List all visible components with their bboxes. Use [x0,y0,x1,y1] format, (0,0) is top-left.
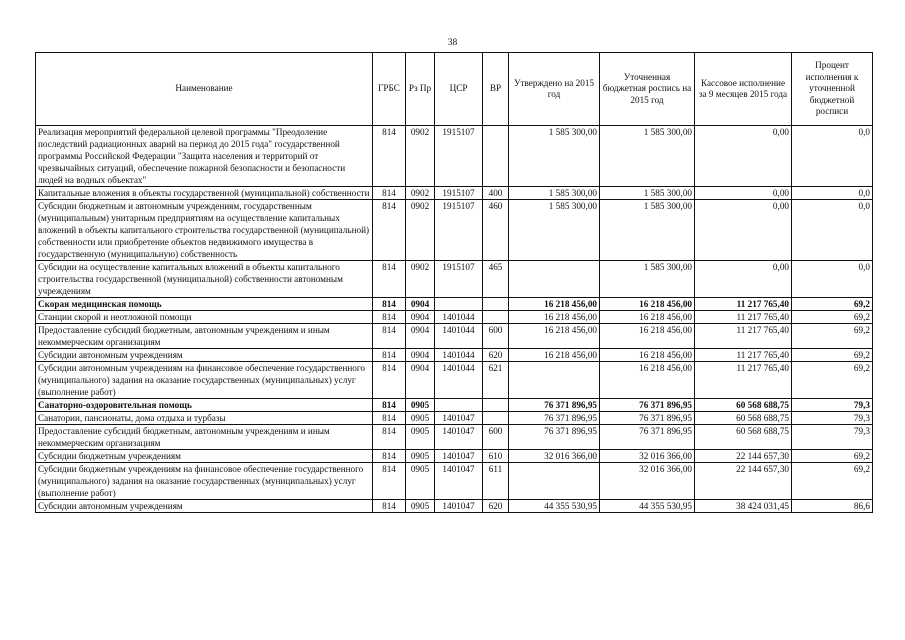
cell-percent: 79,3 [792,412,873,425]
cell-percent: 69,2 [792,463,873,500]
cell-name: Санатории, пансионаты, дома отдыха и турбазы [36,412,373,425]
cell-approved [509,261,600,298]
table-row [36,126,873,187]
cell-rzpr: 0902 [406,187,435,200]
cell-rzpr: 0902 [406,200,435,261]
cell-grbs: 814 [373,187,406,200]
table-row [36,450,873,463]
cell-csr: 1401047 [435,450,483,463]
cell-name: Субсидии автономным учреждениям [36,500,373,513]
cell-vr [483,399,509,412]
cell-grbs: 814 [373,126,406,187]
cell-refined: 1 585 300,00 [600,200,695,261]
cell-vr [483,311,509,324]
cell-grbs: 814 [373,311,406,324]
cell-percent: 69,2 [792,450,873,463]
budget-table [35,52,873,513]
cell-vr: 465 [483,261,509,298]
cell-name: Субсидии автономным учреждениям на финансовое обеспечение государственного (муниципального) задания на оказание государственных (муниципальных) услуг (выполнение работ) [36,362,373,399]
cell-name: Субсидии автономным учреждениям [36,349,373,362]
cell-percent: 0,0 [792,126,873,187]
cell-cash: 38 424 031,45 [695,500,792,513]
table-row [36,261,873,298]
cell-csr: 1401047 [435,463,483,500]
cell-rzpr: 0905 [406,425,435,450]
cell-csr: 1915107 [435,187,483,200]
cell-csr: 1401044 [435,311,483,324]
cell-cash: 11 217 765,40 [695,311,792,324]
cell-name: Станции скорой и неотложной помощи [36,311,373,324]
cell-vr: 600 [483,425,509,450]
cell-refined: 76 371 896,95 [600,399,695,412]
table-row [36,324,873,349]
cell-csr: 1915107 [435,200,483,261]
cell-approved: 1 585 300,00 [509,126,600,187]
cell-name: Субсидии бюджетным учреждениям на финансовое обеспечение государственного (муниципального) задания на оказание государственных (муниципальных) услуг (выполнение работ) [36,463,373,500]
header-csr: ЦСР [435,53,483,126]
cell-vr [483,126,509,187]
cell-approved: 76 371 896,95 [509,412,600,425]
cell-name: Капитальные вложения в объекты государственной (муниципальной) собственности [36,187,373,200]
table-row [36,500,873,513]
table-row [36,412,873,425]
cell-vr: 620 [483,500,509,513]
cell-vr: 460 [483,200,509,261]
cell-vr: 611 [483,463,509,500]
cell-name: Реализация мероприятий федеральной целевой программы "Преодоление последствий радиационных аварий на период до 2015 года" государственной программы Российской Федерации "Защита населения и территорий от чрезвычайных ситуаций, обеспечение пожарной безопасности и безопасности людей на водных объектах" [36,126,373,187]
cell-csr: 1401044 [435,324,483,349]
cell-percent: 0,0 [792,200,873,261]
cell-percent: 69,2 [792,324,873,349]
cell-percent: 86,6 [792,500,873,513]
cell-name: Предоставление субсидий бюджетным, автономным учреждениям и иным некоммерческим организациям [36,425,373,450]
cell-vr: 620 [483,349,509,362]
cell-percent: 79,3 [792,425,873,450]
cell-vr: 621 [483,362,509,399]
cell-percent: 69,2 [792,349,873,362]
cell-percent: 0,0 [792,261,873,298]
cell-name: Субсидии бюджетным и автономным учреждениям, государственным (муниципальным) унитарным предприятиям на осуществление капитальных вложений в объекты капитального строительства государственной (муниципальной) собственности или приобретение объектов недвижимого имущества в государственную (муниципальную) собственность [36,200,373,261]
cell-cash: 11 217 765,40 [695,298,792,311]
cell-approved: 76 371 896,95 [509,425,600,450]
cell-grbs: 814 [373,324,406,349]
cell-vr: 600 [483,324,509,349]
cell-grbs: 814 [373,412,406,425]
table-header-row [36,53,873,126]
cell-rzpr: 0904 [406,324,435,349]
cell-refined: 16 218 456,00 [600,324,695,349]
header-name: Наименование [36,53,373,126]
table-row [36,362,873,399]
cell-approved: 16 218 456,00 [509,311,600,324]
cell-vr [483,412,509,425]
cell-percent: 69,2 [792,311,873,324]
cell-approved [509,463,600,500]
table-row [36,298,873,311]
cell-approved: 32 016 366,00 [509,450,600,463]
cell-approved: 1 585 300,00 [509,200,600,261]
table-row [36,463,873,500]
cell-name: Субсидии бюджетным учреждениям [36,450,373,463]
table-row [36,349,873,362]
cell-rzpr: 0904 [406,349,435,362]
cell-csr: 1401047 [435,500,483,513]
cell-refined: 16 218 456,00 [600,362,695,399]
cell-cash: 11 217 765,40 [695,349,792,362]
cell-percent: 79,3 [792,399,873,412]
cell-rzpr: 0904 [406,362,435,399]
cell-refined: 44 355 530,95 [600,500,695,513]
cell-percent: 0,0 [792,187,873,200]
cell-name: Санаторно-оздоровительная помощь [36,399,373,412]
cell-cash: 0,00 [695,200,792,261]
cell-rzpr: 0905 [406,500,435,513]
header-grbs: ГРБС [373,53,406,126]
cell-refined: 1 585 300,00 [600,187,695,200]
cell-rzpr: 0904 [406,311,435,324]
cell-approved: 16 218 456,00 [509,324,600,349]
cell-cash: 60 568 688,75 [695,425,792,450]
cell-cash: 22 144 657,30 [695,450,792,463]
cell-rzpr: 0902 [406,261,435,298]
cell-refined: 1 585 300,00 [600,261,695,298]
cell-csr: 1401047 [435,425,483,450]
cell-approved: 1 585 300,00 [509,187,600,200]
cell-grbs: 814 [373,362,406,399]
cell-csr: 1915107 [435,126,483,187]
cell-vr [483,298,509,311]
cell-name: Предоставление субсидий бюджетным, автономным учреждениям и иным некоммерческим организациям [36,324,373,349]
table-row [36,200,873,261]
cell-refined: 16 218 456,00 [600,349,695,362]
cell-cash: 0,00 [695,126,792,187]
cell-approved: 76 371 896,95 [509,399,600,412]
cell-cash: 22 144 657,30 [695,463,792,500]
cell-cash: 11 217 765,40 [695,324,792,349]
cell-csr: 1401047 [435,412,483,425]
cell-rzpr: 0905 [406,450,435,463]
cell-refined: 1 585 300,00 [600,126,695,187]
cell-vr: 610 [483,450,509,463]
cell-cash: 11 217 765,40 [695,362,792,399]
cell-rzpr: 0904 [406,298,435,311]
cell-csr [435,298,483,311]
cell-approved: 44 355 530,95 [509,500,600,513]
cell-grbs: 814 [373,298,406,311]
table-row [36,399,873,412]
cell-approved: 16 218 456,00 [509,349,600,362]
cell-csr [435,399,483,412]
cell-cash: 0,00 [695,261,792,298]
cell-refined: 16 218 456,00 [600,311,695,324]
cell-refined: 32 016 366,00 [600,463,695,500]
cell-grbs: 814 [373,450,406,463]
cell-vr: 400 [483,187,509,200]
header-cash: Кассовое исполнение за 9 месяцев 2015 года [695,53,792,126]
cell-rzpr: 0902 [406,126,435,187]
header-refined: Уточненная бюджетная роспись на 2015 год [600,53,695,126]
cell-name: Субсидии на осуществление капитальных вложений в объекты капитального строительства государственной (муниципальной) собственности автономным учреждениям [36,261,373,298]
cell-grbs: 814 [373,399,406,412]
header-rzpr: Рз Пр [406,53,435,126]
cell-refined: 76 371 896,95 [600,425,695,450]
cell-grbs: 814 [373,463,406,500]
header-vr: ВР [483,53,509,126]
cell-rzpr: 0905 [406,412,435,425]
cell-refined: 76 371 896,95 [600,412,695,425]
cell-grbs: 814 [373,500,406,513]
cell-cash: 0,00 [695,187,792,200]
cell-csr: 1401044 [435,349,483,362]
cell-percent: 69,2 [792,362,873,399]
cell-cash: 60 568 688,75 [695,412,792,425]
cell-csr: 1401044 [435,362,483,399]
cell-name: Скорая медицинская помощь [36,298,373,311]
table-row [36,187,873,200]
table-row [36,311,873,324]
cell-refined: 32 016 366,00 [600,450,695,463]
header-percent: Процент исполнения к уточненной бюджетной росписи [792,53,873,126]
cell-percent: 69,2 [792,298,873,311]
header-approved: Утверждено на 2015 год [509,53,600,126]
cell-grbs: 814 [373,425,406,450]
cell-approved [509,362,600,399]
table-row [36,425,873,450]
cell-approved: 16 218 456,00 [509,298,600,311]
cell-grbs: 814 [373,349,406,362]
page-number: 38 [447,38,458,48]
cell-refined: 16 218 456,00 [600,298,695,311]
cell-grbs: 814 [373,200,406,261]
cell-rzpr: 0905 [406,463,435,500]
cell-cash: 60 568 688,75 [695,399,792,412]
cell-grbs: 814 [373,261,406,298]
cell-rzpr: 0905 [406,399,435,412]
cell-csr: 1915107 [435,261,483,298]
